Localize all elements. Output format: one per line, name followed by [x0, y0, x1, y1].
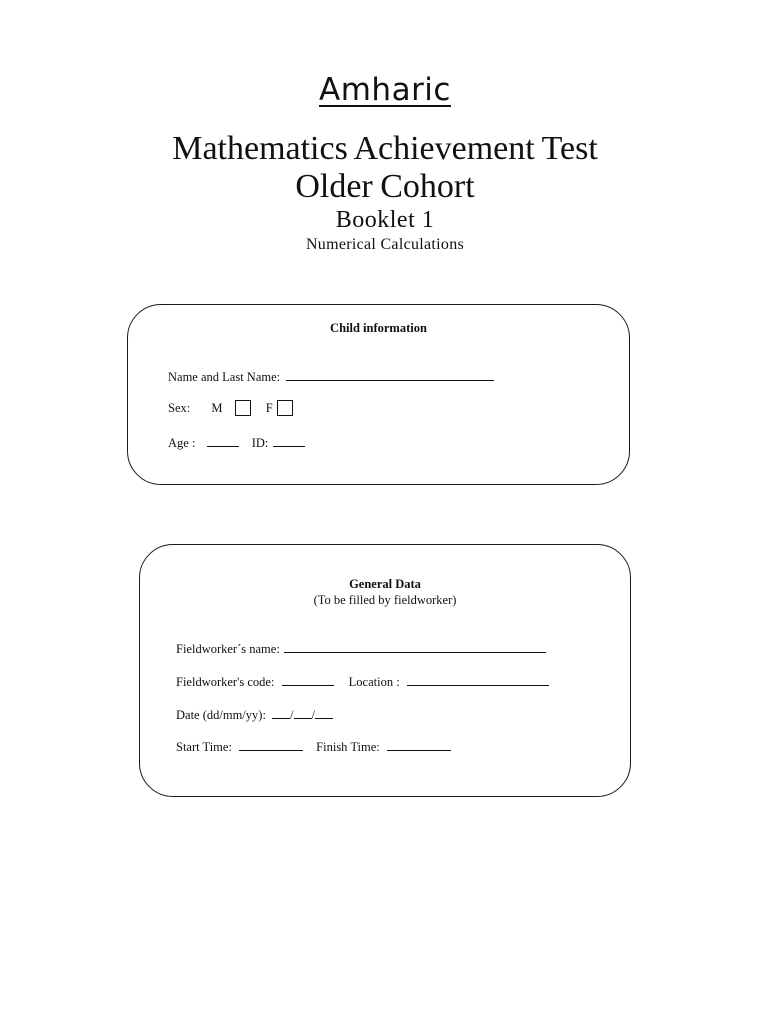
- location-label: Location :: [348, 675, 400, 689]
- fieldworker-name-row: [176, 641, 546, 657]
- booklet-title: Booklet 1: [335, 207, 435, 233]
- date-label: Date (dd/mm/yy):: [176, 708, 266, 722]
- id-label: ID:: [251, 436, 269, 450]
- age-label: Age :: [168, 436, 196, 450]
- section-subtitle: Numerical Calculations: [305, 236, 465, 253]
- date-row: [176, 707, 333, 723]
- sex-m-label: M: [211, 401, 223, 415]
- fieldworker-code-row: [176, 674, 549, 690]
- finish-time-label: Finish Time:: [316, 740, 380, 754]
- fieldworker-name-label: Fieldworker´s name:: [176, 642, 280, 656]
- general-data-subheading: (To be filled by fieldworker): [313, 593, 457, 607]
- cohort-title: Older Cohort: [295, 168, 475, 205]
- finish-time-field[interactable]: [387, 739, 451, 751]
- time-row: [176, 739, 451, 755]
- general-data-heading: General Data: [349, 577, 421, 591]
- sex-m-checkbox[interactable]: [235, 400, 251, 416]
- start-time-field[interactable]: [239, 739, 303, 751]
- date-day-field[interactable]: [272, 707, 290, 719]
- child-information-heading: Child information: [330, 321, 427, 335]
- name-field[interactable]: [286, 369, 494, 381]
- age-field[interactable]: [207, 435, 239, 447]
- date-separator: /: [311, 708, 316, 722]
- sex-row: [168, 400, 293, 416]
- sex-f-checkbox[interactable]: [277, 400, 293, 416]
- location-field[interactable]: [407, 674, 549, 686]
- sex-label: Sex:: [168, 401, 191, 415]
- sex-f-label: F: [265, 401, 273, 415]
- date-separator: /: [290, 708, 294, 722]
- test-title: Mathematics Achievement Test: [172, 130, 598, 167]
- age-id-row: [168, 435, 305, 451]
- start-time-label: Start Time:: [176, 740, 232, 754]
- fieldworker-code-label: Fieldworker's code:: [176, 675, 275, 689]
- name-row: [168, 369, 494, 385]
- fieldworker-name-field[interactable]: [284, 641, 546, 653]
- name-label: Name and Last Name:: [168, 370, 281, 384]
- date-month-field[interactable]: [294, 707, 312, 719]
- general-data-card: [139, 544, 631, 797]
- child-information-card: [127, 304, 630, 485]
- fieldworker-code-field[interactable]: [282, 674, 334, 686]
- language-heading: Amharic: [319, 72, 451, 108]
- date-year-field[interactable]: [315, 707, 333, 719]
- id-field[interactable]: [273, 435, 305, 447]
